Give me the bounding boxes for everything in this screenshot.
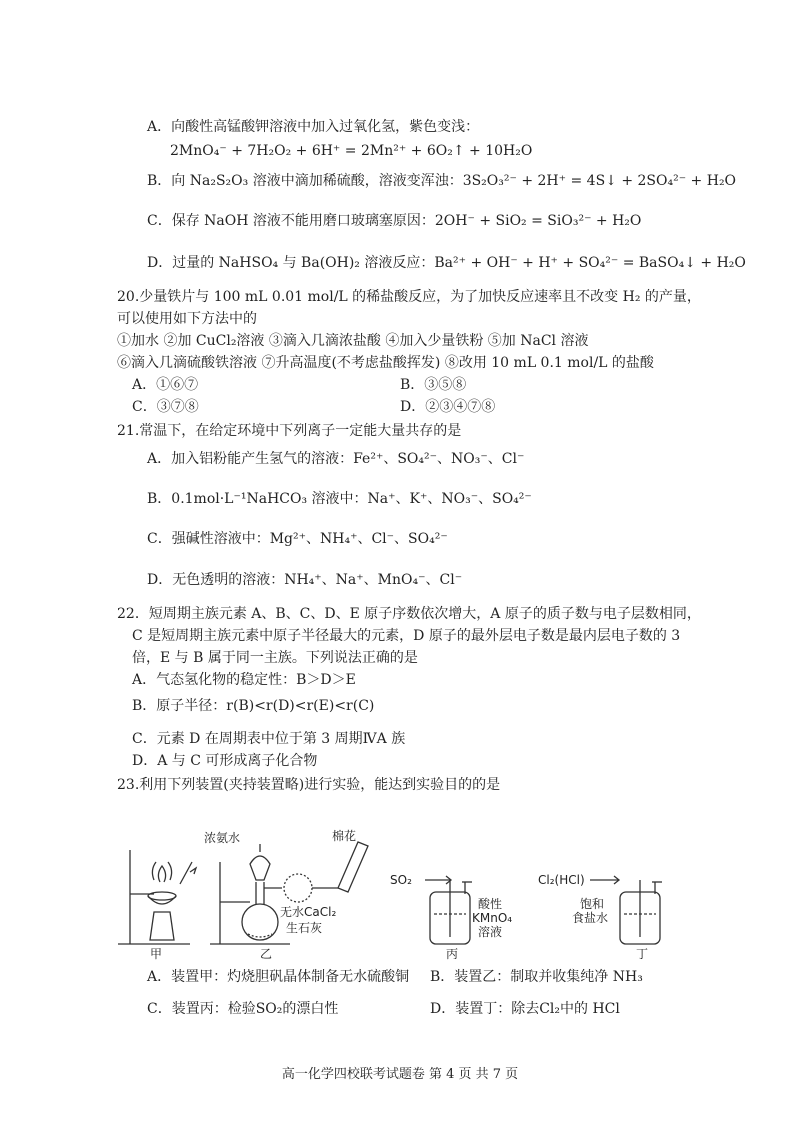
q22-option-c: C．元素 D 在周期表中位于第 3 周期ⅣA 族: [132, 731, 406, 747]
q23-option-d: D．装置丁：除去Cl₂中的 HCl: [430, 1001, 620, 1017]
apparatus-jia: [118, 850, 196, 944]
q23-stem: 23.利用下列装置(夹持装置略)进行实验，能达到实验目的的是: [117, 777, 501, 793]
q20-option-c: C．③⑦⑧: [132, 399, 199, 415]
q20-option-b: B．③⑤⑧: [400, 377, 467, 393]
q19-option-c: C．保存 NaOH 溶液不能用磨口玻璃塞原因：2OH⁻ + SiO₂ = SiO₃²⁻ + H₂O: [147, 213, 642, 229]
label-yi: 乙: [260, 947, 273, 961]
q20-stem-line1: 20.少量铁片与 100 mL 0.01 mol/L 的稀盐酸反应，为了加快反应速率且不改变 H₂ 的产量，: [117, 289, 701, 305]
q21-option-a: A．加入铝粉能产生氢气的溶液：Fe²⁺、SO₄²⁻、NO₃⁻、Cl⁻: [147, 451, 525, 467]
label-ammonia: 浓氨水: [204, 831, 241, 845]
q23-option-c: C．装置丙：检验SO₂的漂白性: [147, 1001, 339, 1017]
label-ding: 丁: [636, 947, 649, 961]
label-brine-line2: 食盐水: [572, 911, 609, 925]
label-jia: 甲: [150, 947, 163, 961]
q22-stem-line3: 倍，E 与 B 属于同一主族。下列说法正确的是: [132, 650, 418, 666]
q22-option-b: B．原子半径：r(B)<r(D)<r(E)<r(C): [132, 698, 375, 714]
label-cl2: Cl₂(HCl): [538, 873, 585, 887]
q20-stem-line2: 可以使用如下方法中的: [117, 311, 257, 327]
page-footer: 高一化学四校联考试题卷 第 4 页 共 7 页: [281, 1067, 519, 1082]
q20-methods-line1: ①加水 ②加 CuCl₂溶液 ③滴入几滴浓盐酸 ④加入少量铁粉 ⑤加 NaCl 溶液: [117, 333, 589, 349]
q19-option-a-equation: 2MnO₄⁻ + 7H₂O₂ + 6H⁺ = 2Mn²⁺ + 6O₂↑ + 10H₂O: [170, 143, 533, 159]
apparatus-bing: [425, 876, 472, 944]
q20-option-a: A．①⑥⑦: [132, 377, 199, 393]
q23-option-a: A．装置甲：灼烧胆矾晶体制备无水硫酸铜: [147, 969, 410, 985]
label-cacl2: 无水CaCl₂: [280, 905, 337, 919]
q20-option-d: D．②③④⑦⑧: [400, 399, 496, 415]
label-kmno4-line1: 酸性: [478, 897, 503, 911]
label-lime: 生石灰: [286, 921, 323, 935]
q21-option-b: B．0.1mol·L⁻¹NaHCO₃ 溶液中：Na⁺、K⁺、NO₃⁻、SO₄²⁻: [147, 491, 532, 507]
label-kmno4-line2: KMnO₄: [472, 911, 513, 925]
q20-methods-line2: ⑥滴入几滴硫酸铁溶液 ⑦升高温度(不考虑盐酸挥发) ⑧改用 10 mL 0.1 mol/L 的盐酸: [117, 355, 654, 371]
label-kmno4-line3: 溶液: [478, 925, 503, 939]
label-cotton: 棉花: [332, 829, 357, 843]
q22-option-d: D．A 与 C 可形成离子化合物: [132, 753, 318, 769]
q22-stem-line2: C 是短周期主族元素中原子半径最大的元素，D 原子的最外层电子数是最内层电子数的 3: [132, 628, 681, 644]
label-bing: 丙: [446, 947, 459, 961]
q19-option-a-text: A．向酸性高锰酸钾溶液中加入过氧化氢，紫色变浅：: [147, 119, 480, 135]
q22-stem-line1: 22．短周期主族元素 A、B、C、D、E 原子序数依次增大，A 原子的质子数与电子层数相同，: [117, 606, 701, 622]
q21-stem: 21.常温下，在给定环境中下列离子一定能大量共存的是: [117, 423, 462, 439]
label-brine-line1: 饱和: [580, 897, 605, 911]
q21-option-c: C．强碱性溶液中：Mg²⁺、NH₄⁺、Cl⁻、SO₄²⁻: [147, 531, 448, 547]
q21-option-d: D．无色透明的溶液：NH₄⁺、Na⁺、MnO₄⁻、Cl⁻: [147, 572, 463, 588]
q19-option-d: D．过量的 NaHSO₄ 与 Ba(OH)₂ 溶液反应：Ba²⁺ + OH⁻ + H⁺ + SO₄²⁻ = BaSO₄↓ + H₂O: [147, 255, 746, 271]
q22-option-a: A．气态氢化物的稳定性：B＞D＞E: [132, 672, 356, 688]
apparatus-figure: [110, 822, 690, 962]
q19-option-b: B．向 Na₂S₂O₃ 溶液中滴加稀硫酸，溶液变浑浊：3S₂O₃²⁻ + 2H⁺ = 4S↓ + 2SO₄²⁻ + H₂O: [147, 173, 737, 189]
q23-option-b: B．装置乙：制取并收集纯净 NH₃: [430, 969, 643, 985]
apparatus-drawing: [110, 822, 690, 962]
label-so2: SO₂: [390, 873, 412, 887]
